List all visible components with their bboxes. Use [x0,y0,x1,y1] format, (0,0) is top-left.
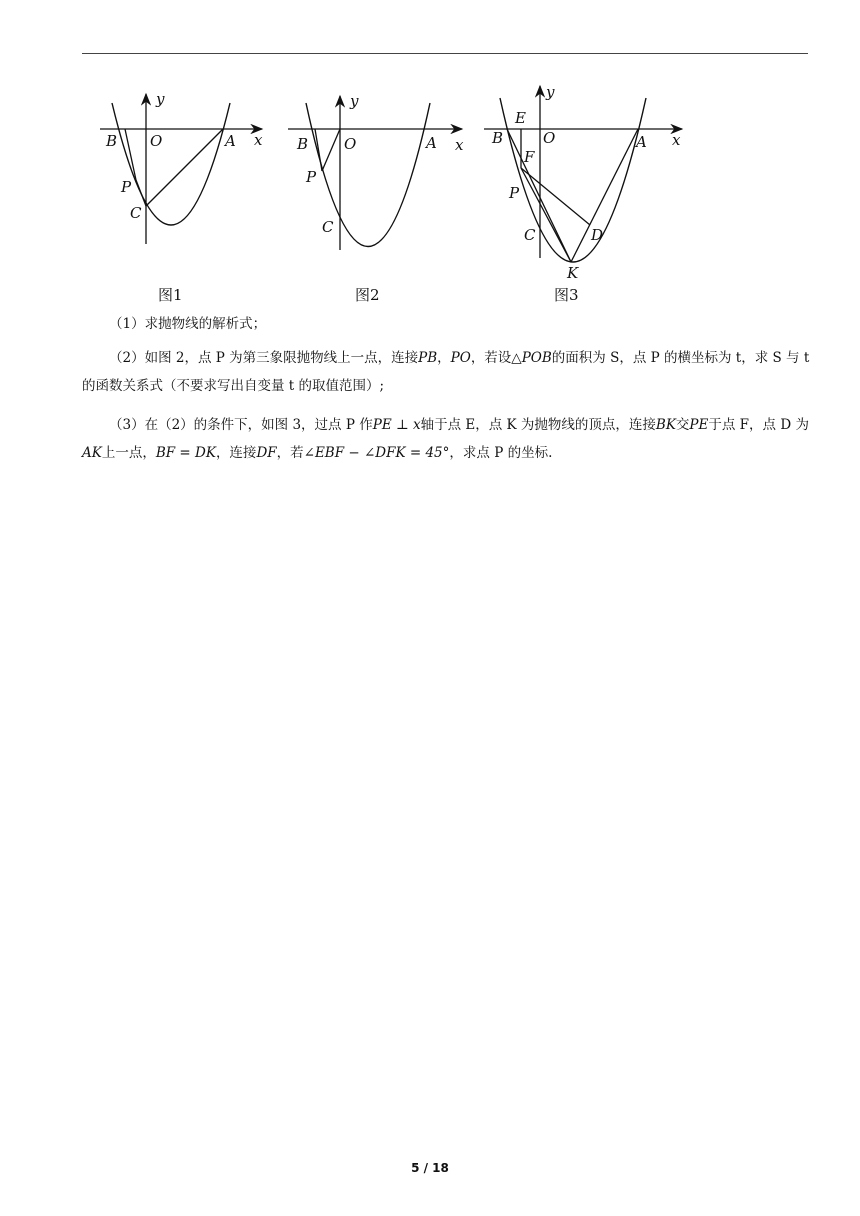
figures-svg [0,0,860,310]
question-3-text: （3）在（2）的条件下，如图 3，过点 P 作PE ⊥ x轴于点 E，点 K 为抛物线的顶点，连接BK交PE于点 F，点 D 为AK上一点，BF = DK，连接DF，若∠EBF − ∠DFK = 45°，求点 P 的坐标. [82,417,809,461]
fig3-label-a: A [636,133,647,151]
figure-2 [288,92,464,250]
fig3-label-c: C [524,226,536,244]
fig1-label-x: x [254,131,263,149]
fig1-label-p: P [121,178,132,196]
fig3-label-y: y [546,83,555,101]
fig3-label-x: x [672,131,681,149]
question-2 [82,344,812,400]
fig2-label-b: B [297,135,309,153]
fig2-label-o: O [344,135,357,153]
fig1-segment-pc [136,180,146,206]
fig2-label-x: x [455,136,464,154]
page-number: 5 / 18 [411,1161,449,1175]
question-3 [82,411,812,467]
fig3-label-p: P [509,184,520,202]
figure-3 [484,83,682,282]
fig2-label-y: y [350,92,359,110]
fig3-segment-ka [571,129,638,262]
fig3-segment-fk [521,168,571,262]
fig2-label-a: A [426,134,437,152]
question-2-text: （2）如图 2，点 P 为第三象限抛物线上一点，连接PB，PO，若设△POB的面积为 S，点 P 的横坐标为 t，求 S 与 t 的函数关系式（不要求写出自变量 t 的取值范围）; [82,350,810,394]
fig1-label-c: C [130,204,142,222]
fig3-label-d: D [591,226,604,244]
fig3-label-e: E [515,109,526,127]
fig2-segment-pb [315,129,322,171]
fig3-segment-fd [521,168,590,225]
fig3-label-f: F [524,148,535,166]
figure-3-caption: 图3 [554,286,579,304]
question-1-text: （1）求抛物线的解析式； [109,316,267,332]
figure-1-caption: 图1 [158,286,183,304]
fig2-segment-po [322,129,340,171]
fig1-label-b: B [106,132,118,150]
figure-2-caption: 图2 [355,286,380,304]
fig3-label-k: K [567,264,579,282]
figures-area [0,0,860,310]
fig3-label-b: B [492,129,504,147]
question-1 [82,310,812,338]
figure-1 [100,90,263,244]
fig2-label-c: C [322,218,334,236]
fig1-label-a: A [225,132,236,150]
fig1-label-o: O [150,132,163,150]
fig3-label-o: O [543,129,556,147]
fig1-label-y: y [156,90,165,108]
fig2-label-p: P [306,168,317,186]
